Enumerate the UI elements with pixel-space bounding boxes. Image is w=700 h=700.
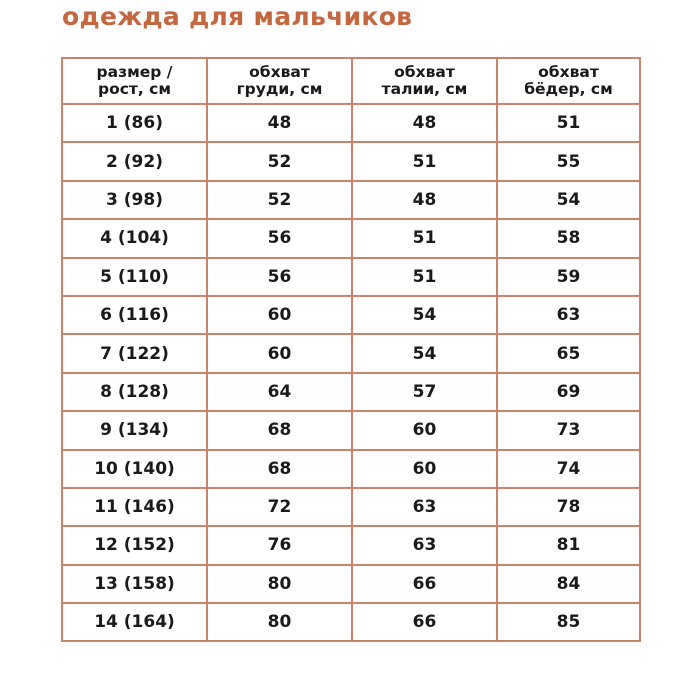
cell-chest: 68 bbox=[207, 450, 352, 488]
cell-size-height: 9 (134) bbox=[62, 411, 207, 449]
cell-hips: 69 bbox=[497, 373, 640, 411]
page-title: одежда для мальчиков bbox=[62, 2, 413, 31]
cell-hips: 54 bbox=[497, 181, 640, 219]
cell-chest: 64 bbox=[207, 373, 352, 411]
table-row bbox=[62, 373, 640, 411]
table-row bbox=[62, 142, 640, 180]
cell-chest: 76 bbox=[207, 526, 352, 564]
cell-hips: 58 bbox=[497, 219, 640, 257]
cell-waist: 63 bbox=[352, 526, 497, 564]
header-size-height-line1: размер / bbox=[96, 63, 173, 81]
table-row bbox=[62, 488, 640, 526]
cell-chest: 80 bbox=[207, 565, 352, 603]
cell-chest: 56 bbox=[207, 258, 352, 296]
cell-chest: 52 bbox=[207, 142, 352, 180]
cell-hips: 84 bbox=[497, 565, 640, 603]
cell-size-height: 2 (92) bbox=[62, 142, 207, 180]
cell-size-height: 3 (98) bbox=[62, 181, 207, 219]
header-waist-line1: обхват bbox=[394, 63, 455, 81]
cell-chest: 48 bbox=[207, 104, 352, 142]
cell-waist: 54 bbox=[352, 334, 497, 372]
cell-hips: 78 bbox=[497, 488, 640, 526]
cell-size-height: 8 (128) bbox=[62, 373, 207, 411]
cell-chest: 68 bbox=[207, 411, 352, 449]
cell-size-height: 1 (86) bbox=[62, 104, 207, 142]
cell-size-height: 6 (116) bbox=[62, 296, 207, 334]
cell-hips: 59 bbox=[497, 258, 640, 296]
cell-size-height: 11 (146) bbox=[62, 488, 207, 526]
cell-chest: 60 bbox=[207, 296, 352, 334]
table-row bbox=[62, 450, 640, 488]
table-row bbox=[62, 603, 640, 641]
header-hips-line1: обхват bbox=[538, 63, 599, 81]
table-row bbox=[62, 411, 640, 449]
cell-hips: 65 bbox=[497, 334, 640, 372]
cell-chest: 60 bbox=[207, 334, 352, 372]
cell-hips: 81 bbox=[497, 526, 640, 564]
table-row bbox=[62, 296, 640, 334]
cell-waist: 51 bbox=[352, 258, 497, 296]
cell-waist: 51 bbox=[352, 142, 497, 180]
cell-chest: 80 bbox=[207, 603, 352, 641]
cell-waist: 48 bbox=[352, 104, 497, 142]
table-body bbox=[62, 104, 640, 641]
cell-hips: 55 bbox=[497, 142, 640, 180]
table-row bbox=[62, 334, 640, 372]
cell-hips: 63 bbox=[497, 296, 640, 334]
cell-size-height: 10 (140) bbox=[62, 450, 207, 488]
header-waist-line2: талии, см bbox=[381, 80, 468, 98]
cell-chest: 72 bbox=[207, 488, 352, 526]
header-hips-line2: бёдер, см bbox=[524, 80, 613, 98]
header-chest bbox=[207, 58, 352, 104]
cell-size-height: 4 (104) bbox=[62, 219, 207, 257]
header-size-height-line2: рост, см bbox=[97, 80, 172, 98]
header-chest-line1: обхват bbox=[249, 63, 310, 81]
table-row bbox=[62, 258, 640, 296]
table-row bbox=[62, 181, 640, 219]
table-row bbox=[62, 565, 640, 603]
header-waist bbox=[352, 58, 497, 104]
cell-waist: 57 bbox=[352, 373, 497, 411]
header-chest-line2: груди, см bbox=[236, 80, 323, 98]
cell-chest: 52 bbox=[207, 181, 352, 219]
cell-hips: 51 bbox=[497, 104, 640, 142]
table-row bbox=[62, 219, 640, 257]
cell-hips: 73 bbox=[497, 411, 640, 449]
cell-size-height: 7 (122) bbox=[62, 334, 207, 372]
cell-waist: 48 bbox=[352, 181, 497, 219]
cell-waist: 60 bbox=[352, 411, 497, 449]
size-table bbox=[61, 57, 641, 642]
cell-size-height: 13 (158) bbox=[62, 565, 207, 603]
cell-waist: 54 bbox=[352, 296, 497, 334]
table-row bbox=[62, 104, 640, 142]
cell-waist: 51 bbox=[352, 219, 497, 257]
cell-chest: 56 bbox=[207, 219, 352, 257]
header-size-height bbox=[62, 58, 207, 104]
cell-hips: 85 bbox=[497, 603, 640, 641]
table-header-row bbox=[62, 58, 640, 104]
cell-size-height: 14 (164) bbox=[62, 603, 207, 641]
cell-size-height: 5 (110) bbox=[62, 258, 207, 296]
cell-waist: 63 bbox=[352, 488, 497, 526]
cell-waist: 66 bbox=[352, 565, 497, 603]
table-row bbox=[62, 526, 640, 564]
header-hips bbox=[497, 58, 640, 104]
cell-waist: 66 bbox=[352, 603, 497, 641]
cell-hips: 74 bbox=[497, 450, 640, 488]
cell-waist: 60 bbox=[352, 450, 497, 488]
cell-size-height: 12 (152) bbox=[62, 526, 207, 564]
